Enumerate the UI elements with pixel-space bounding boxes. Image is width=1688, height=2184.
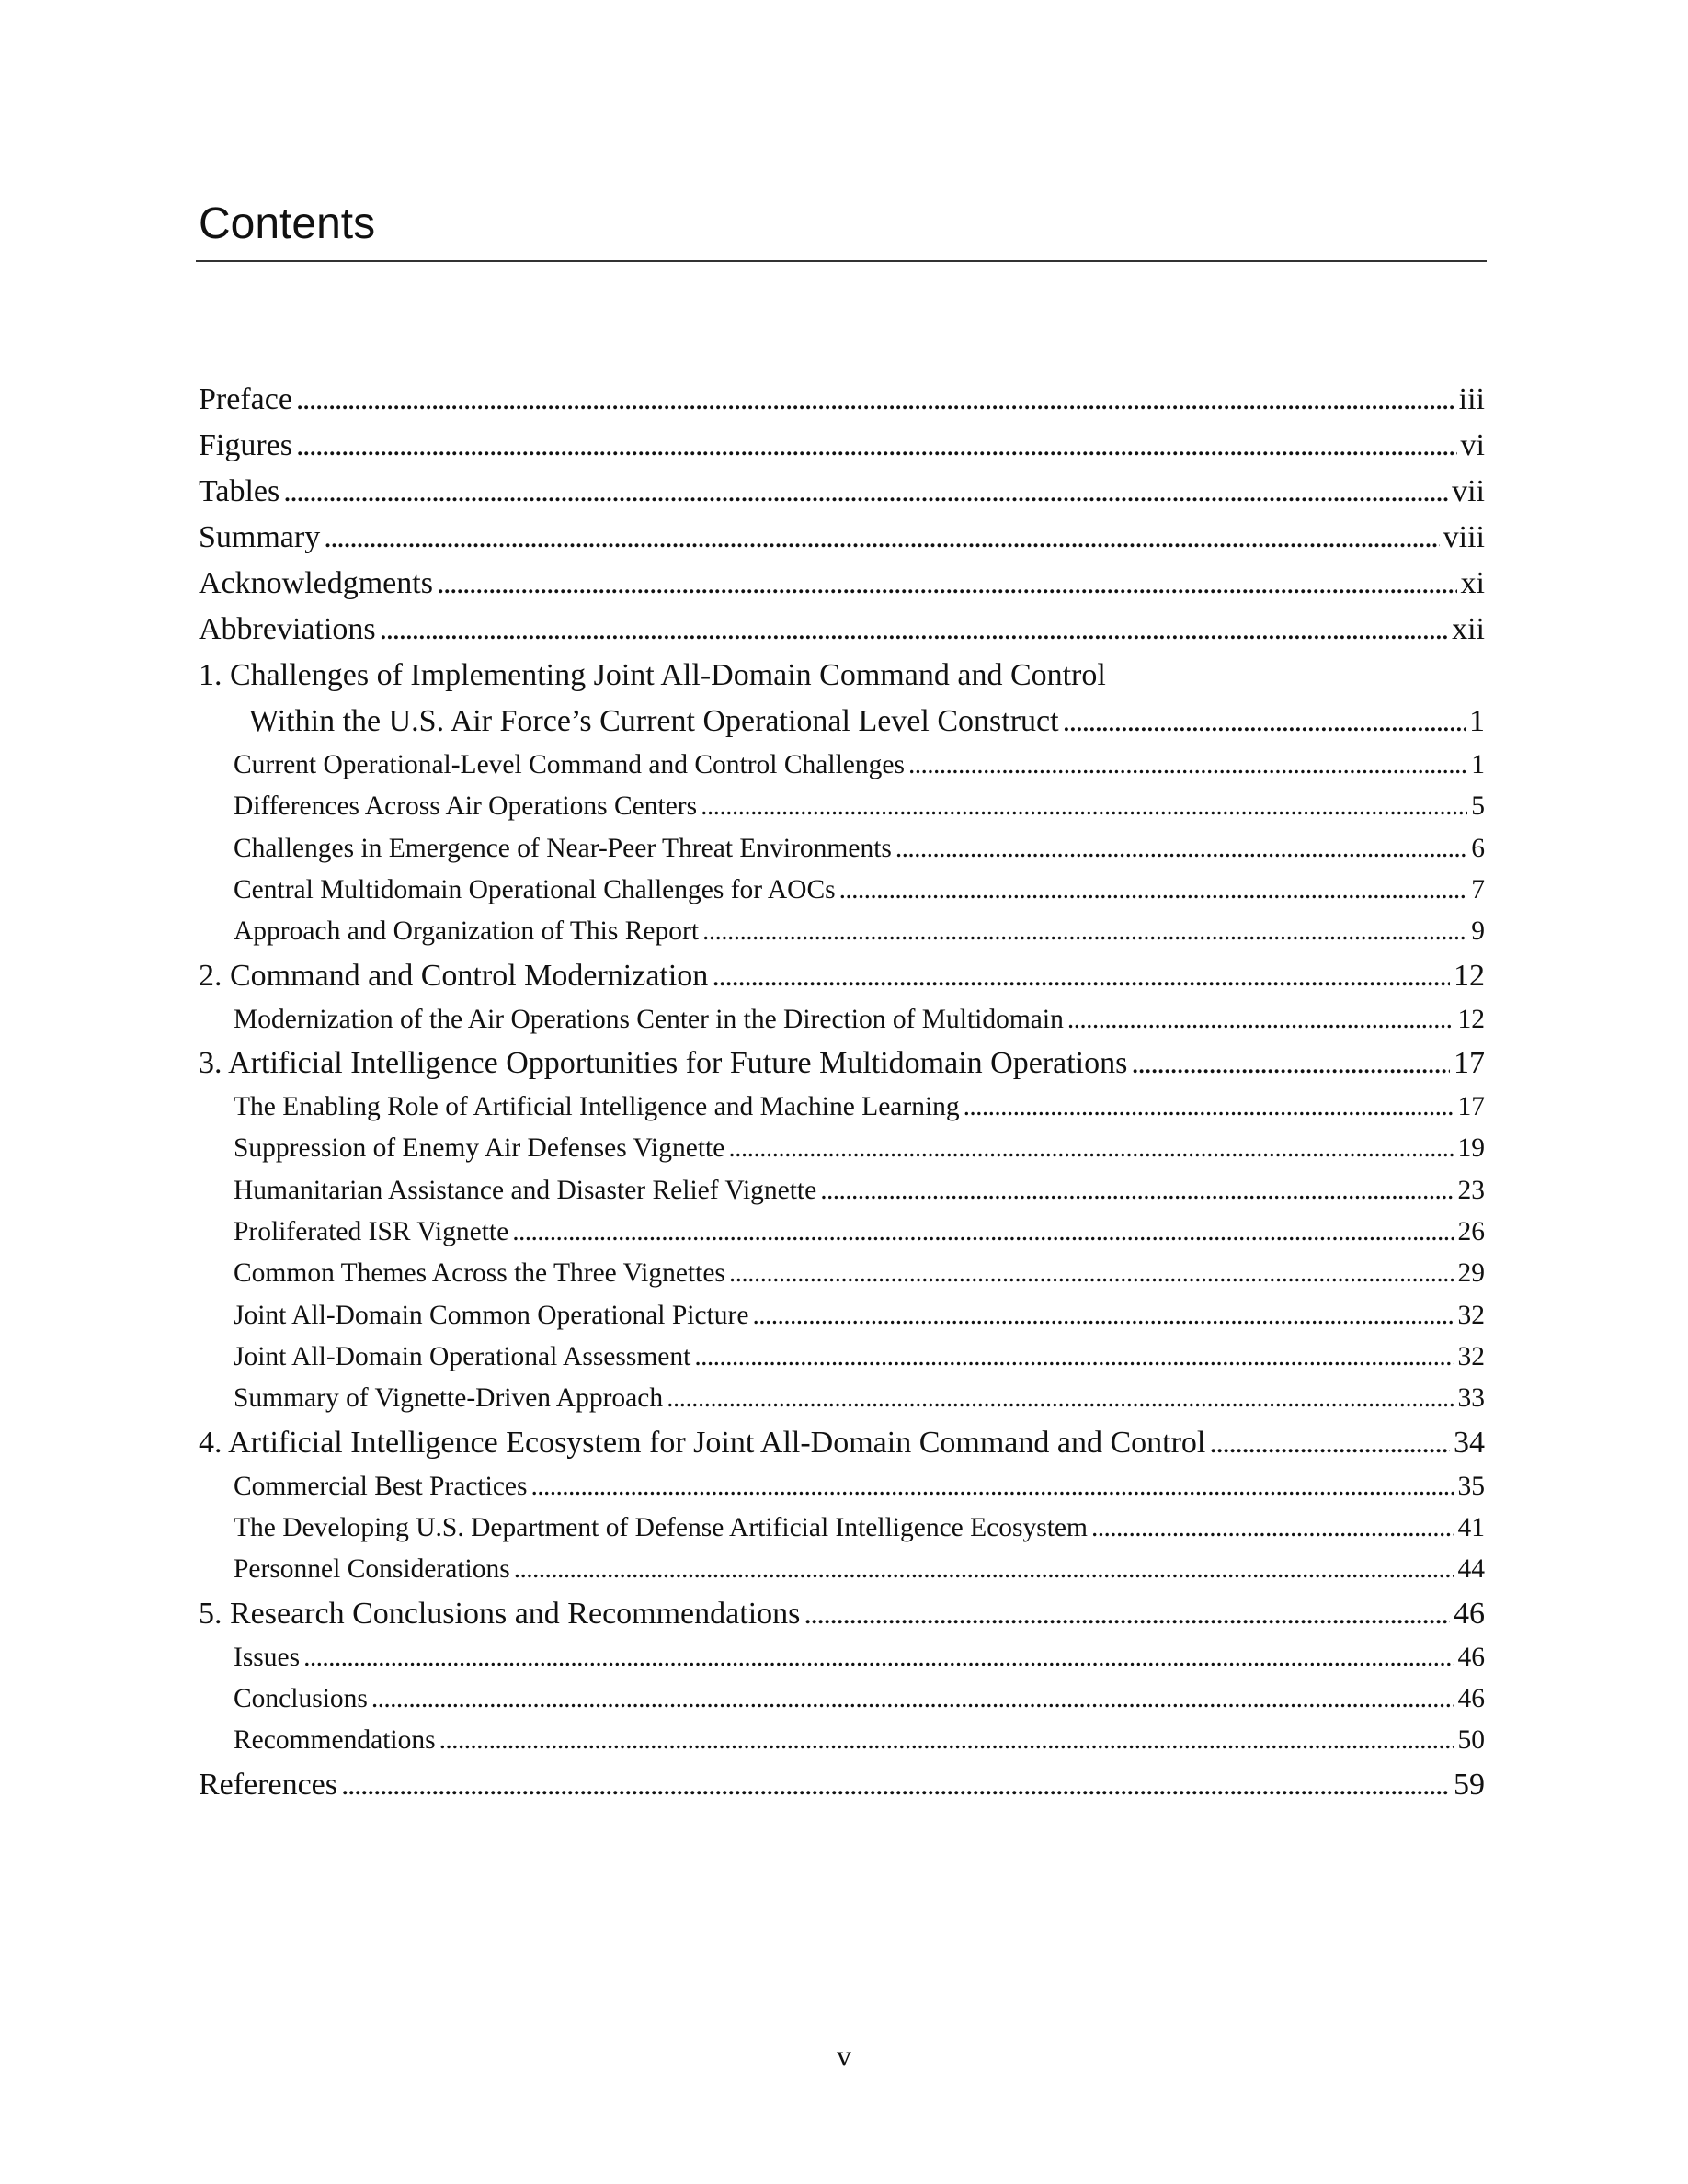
toc-subentry[interactable] — [199, 1211, 1485, 1253]
toc-entry-label: Current Operational-Level Command and Control Challenges — [234, 750, 905, 779]
dot-leader — [908, 745, 1467, 786]
toc-subentry[interactable] — [199, 1170, 1485, 1211]
toc-entry-chapter-1[interactable] — [199, 653, 1485, 699]
toc-entry-label: Summary of Vignette-Driven Approach — [234, 1383, 664, 1414]
toc-entry-label: 5. Research Conclusions and Recommendations — [199, 1596, 801, 1631]
toc-entry-chapter-3[interactable] — [199, 1041, 1485, 1086]
dot-leader — [324, 515, 1439, 561]
toc-entry-label: Personnel Considerations — [234, 1554, 510, 1585]
toc-subentry[interactable] — [199, 1378, 1485, 1419]
toc-subentry[interactable] — [199, 1720, 1485, 1761]
dot-leader — [728, 1128, 1454, 1169]
toc-entry-acknowledgments[interactable] — [199, 561, 1485, 607]
dot-leader — [303, 1637, 1454, 1678]
toc-entry-label: Commercial Best Practices — [234, 1471, 528, 1501]
dot-leader — [729, 1253, 1454, 1294]
toc-entry-page: viii — [1443, 520, 1485, 554]
toc-subentry[interactable] — [199, 911, 1485, 952]
toc-subentry[interactable] — [199, 828, 1485, 870]
toc-entry-page: 34 — [1454, 1425, 1485, 1460]
toc-entry-label: 1. Challenges of Implementing Joint All-Domain Command and Control — [199, 658, 1106, 692]
toc-entry-chapter-4[interactable] — [199, 1420, 1485, 1466]
toc-entry-chapter-5[interactable] — [199, 1591, 1485, 1637]
dot-leader — [820, 1170, 1454, 1211]
toc-entry-references[interactable] — [199, 1762, 1485, 1808]
toc-entry-page: iii — [1458, 382, 1485, 416]
toc-entry-label: Proliferated ISR Vignette — [234, 1216, 509, 1246]
toc-entry-chapter-2[interactable] — [199, 953, 1485, 999]
toc-entry-page: 6 — [1471, 833, 1485, 863]
toc-entry-label: References — [199, 1767, 338, 1802]
toc-subentry[interactable] — [199, 745, 1485, 786]
toc-subentry[interactable] — [199, 1637, 1485, 1678]
toc-entry-page: 46 — [1454, 1596, 1485, 1631]
dot-leader — [1209, 1420, 1450, 1466]
toc-entry-tables[interactable] — [199, 469, 1485, 515]
toc-subentry[interactable] — [199, 1549, 1485, 1590]
toc-entry-label: Issues — [234, 1642, 301, 1672]
dot-leader — [839, 870, 1468, 911]
table-of-contents — [199, 377, 1485, 1808]
toc-entry-page: 44 — [1457, 1554, 1485, 1585]
toc-entry-page: 46 — [1457, 1642, 1485, 1672]
toc-entry-page: xii — [1452, 612, 1485, 646]
dot-leader — [341, 1762, 1450, 1808]
toc-entry-label: The Developing U.S. Department of Defense Artificial Intelligence Ecosystem — [234, 1512, 1088, 1542]
toc-entry-page: 23 — [1457, 1175, 1485, 1205]
toc-entry-page: 50 — [1457, 1725, 1485, 1756]
toc-entry-page: 9 — [1471, 916, 1485, 947]
dot-leader — [804, 1591, 1450, 1637]
toc-entry-label: Tables — [199, 474, 280, 508]
dot-leader — [667, 1378, 1454, 1419]
toc-entry-page: 35 — [1457, 1471, 1485, 1501]
toc-entry-label: 3. Artificial Intelligence Opportunities for Future Multidomain Operations — [199, 1045, 1128, 1080]
dot-leader — [283, 469, 1448, 515]
dot-leader — [380, 607, 1448, 653]
toc-entry-figures[interactable] — [199, 423, 1485, 469]
toc-entry-label: Summary — [199, 520, 321, 554]
toc-entry-label: Joint All-Domain Operational Assessment — [234, 1341, 691, 1371]
toc-entry-label: The Enabling Role of Artificial Intelligence and Machine Learning — [234, 1091, 960, 1121]
toc-entry-page: 32 — [1457, 1341, 1485, 1371]
dot-leader — [752, 1295, 1454, 1337]
toc-entry-label: Joint All-Domain Common Operational Picture — [234, 1300, 749, 1330]
toc-subentry[interactable] — [199, 786, 1485, 827]
dot-leader — [964, 1086, 1454, 1128]
toc-subentry[interactable] — [199, 1295, 1485, 1337]
toc-entry-label: Approach and Organization of This Report — [234, 916, 700, 947]
dot-leader — [712, 953, 1450, 999]
toc-subentry[interactable] — [199, 1507, 1485, 1549]
toc-entry-label: Within the U.S. Air Force’s Current Operational Level Construct — [249, 704, 1059, 738]
toc-entry-page: 29 — [1457, 1258, 1485, 1289]
dot-leader — [514, 1549, 1454, 1590]
toc-entry-label: Acknowledgments — [199, 566, 433, 600]
toc-entry-label: Central Multidomain Operational Challenges for AOCs — [234, 874, 836, 904]
toc-entry-label: Conclusions — [234, 1683, 368, 1713]
title-rule — [196, 260, 1487, 262]
toc-entry-page: 59 — [1454, 1767, 1485, 1802]
toc-entry-summary[interactable] — [199, 515, 1485, 561]
toc-subentry[interactable] — [199, 1337, 1485, 1378]
dot-leader — [1067, 999, 1454, 1041]
toc-subentry[interactable] — [199, 1086, 1485, 1128]
toc-entry-page: vi — [1460, 428, 1485, 462]
toc-entry-page: 17 — [1454, 1045, 1485, 1080]
dot-leader — [371, 1678, 1454, 1720]
toc-entry-label: 4. Artificial Intelligence Ecosystem for Joint All-Domain Command and Control — [199, 1425, 1206, 1460]
toc-subentry[interactable] — [199, 1128, 1485, 1169]
dot-leader — [1063, 699, 1466, 745]
page-title: Contents — [199, 199, 376, 248]
dot-leader — [296, 377, 1455, 423]
dot-leader — [1091, 1507, 1454, 1549]
toc-entry-label: Challenges in Emergence of Near-Peer Threat Environments — [234, 833, 892, 863]
toc-subentry[interactable] — [199, 999, 1485, 1041]
toc-entry-page: 26 — [1457, 1216, 1485, 1246]
toc-entry-chapter-1-continued[interactable] — [199, 699, 1485, 745]
toc-subentry[interactable] — [199, 1678, 1485, 1720]
toc-entry-page: 17 — [1457, 1091, 1485, 1121]
toc-entry-page: 12 — [1457, 1004, 1485, 1034]
toc-entry-label: Preface — [199, 382, 292, 416]
toc-subentry[interactable] — [199, 1466, 1485, 1507]
toc-entry-label: 2. Command and Control Modernization — [199, 958, 709, 993]
dot-leader — [1131, 1041, 1450, 1086]
toc-entry-abbreviations[interactable] — [199, 607, 1485, 653]
toc-entry-page: xi — [1460, 566, 1485, 600]
toc-entry-page: 1 — [1471, 750, 1485, 779]
dot-leader — [694, 1337, 1454, 1378]
dot-leader — [702, 911, 1467, 952]
dot-leader — [437, 561, 1457, 607]
toc-entry-page: 7 — [1471, 874, 1485, 904]
toc-entry-page: vii — [1452, 474, 1485, 508]
dot-leader — [512, 1211, 1454, 1253]
toc-entry-page: 33 — [1457, 1383, 1485, 1414]
toc-entry-page: 5 — [1471, 791, 1485, 822]
toc-entry-label: Modernization of the Air Operations Center in the Direction of Multidomain — [234, 1004, 1064, 1034]
page-number: v — [837, 2039, 851, 2072]
toc-subentry[interactable] — [199, 870, 1485, 911]
toc-entry-label: Abbreviations — [199, 612, 376, 646]
toc-entry-label: Humanitarian Assistance and Disaster Relief Vignette — [234, 1175, 817, 1205]
toc-entry-label: Suppression of Enemy Air Defenses Vignette — [234, 1133, 725, 1164]
toc-entry-page: 19 — [1457, 1133, 1485, 1164]
toc-entry-page: 12 — [1454, 958, 1485, 993]
toc-entry-label: Recommendations — [234, 1725, 436, 1756]
toc-entry-page: 41 — [1457, 1512, 1485, 1542]
toc-entry-page: 1 — [1469, 704, 1485, 738]
dot-leader — [439, 1720, 1454, 1761]
toc-entry-label: Differences Across Air Operations Centers — [234, 791, 698, 822]
toc-entry-page: 32 — [1457, 1300, 1485, 1330]
dot-leader — [701, 786, 1467, 827]
dot-leader — [895, 828, 1467, 870]
toc-entry-label: Common Themes Across the Three Vignettes — [234, 1258, 725, 1289]
toc-entry-page: 46 — [1457, 1683, 1485, 1713]
dot-leader — [296, 423, 1457, 469]
toc-entry-label: Figures — [199, 428, 292, 462]
dot-leader — [531, 1466, 1454, 1507]
toc-entry-preface[interactable] — [199, 377, 1485, 423]
toc-subentry[interactable] — [199, 1253, 1485, 1294]
